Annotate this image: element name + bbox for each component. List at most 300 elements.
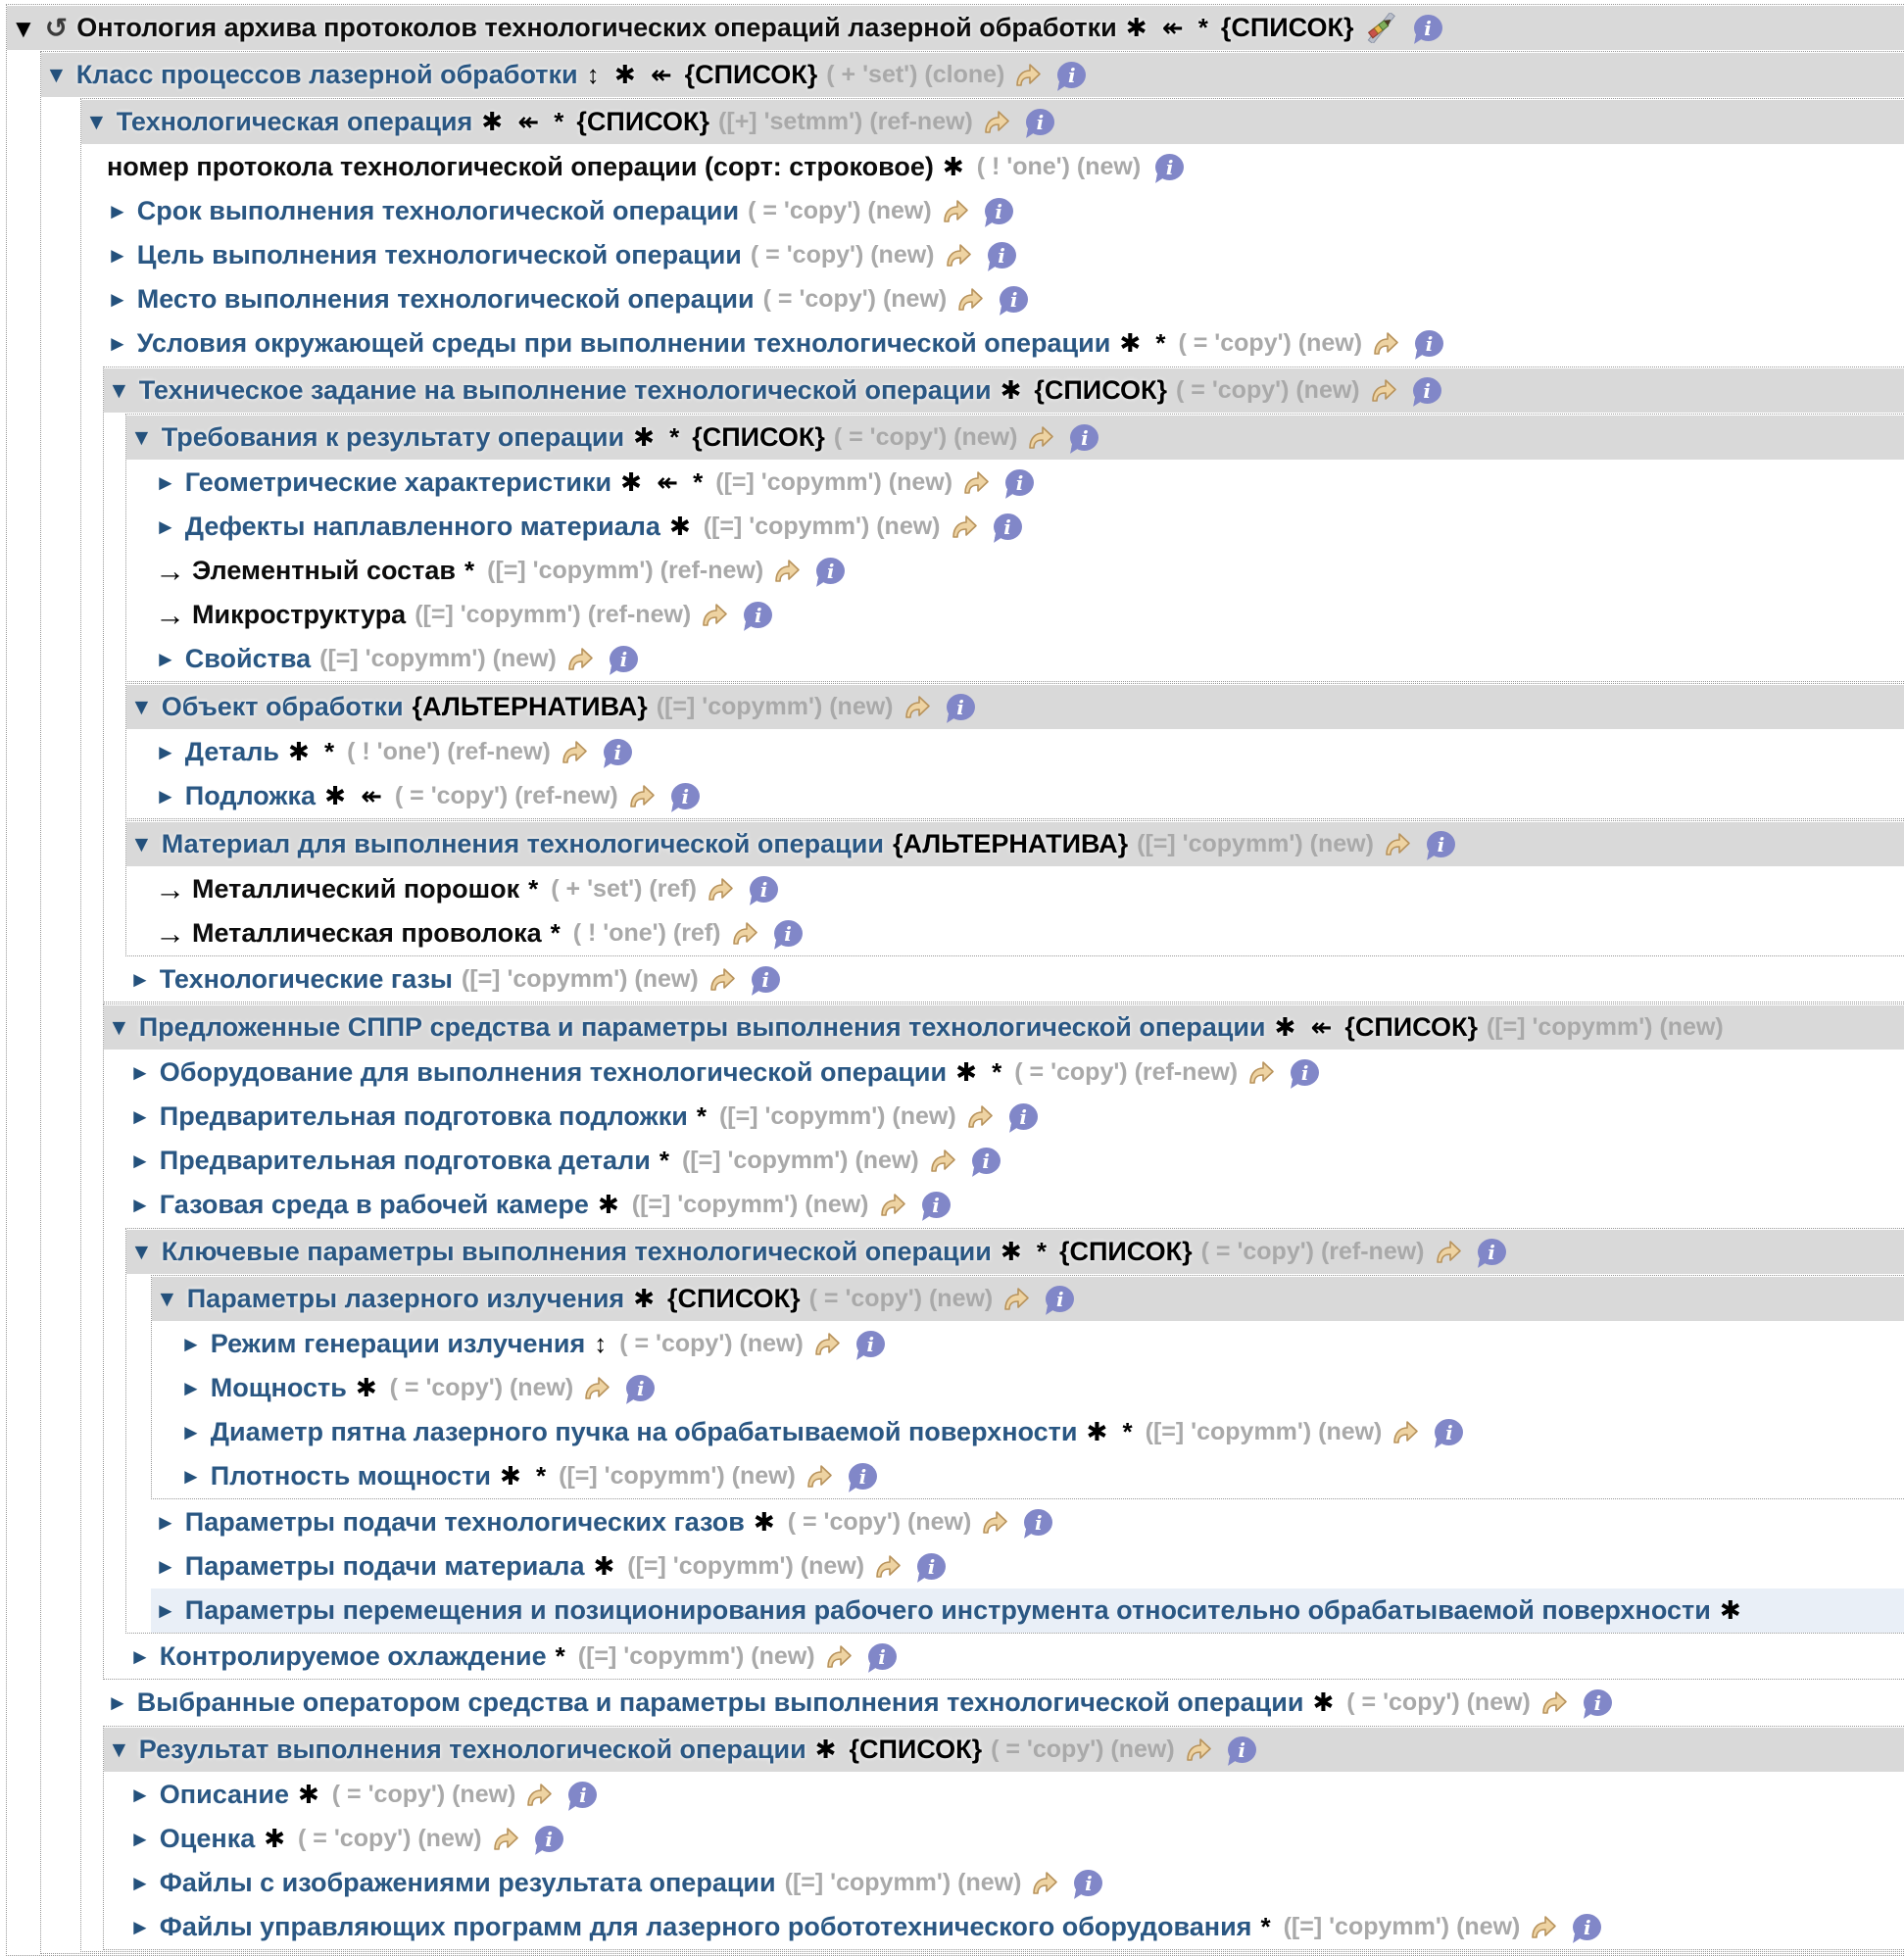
cardinality-symbols: ✱ * [288, 737, 339, 766]
cardinality-symbols: ✱ ↞ * [1125, 13, 1212, 42]
node-label[interactable]: Мощность [210, 1373, 347, 1402]
node-label[interactable]: Требования к результату операции [161, 422, 625, 452]
expand-triangle-icon[interactable]: ► [180, 1375, 202, 1400]
info-bubble-icon[interactable]: i [917, 1553, 946, 1580]
reference-hand-icon[interactable] [928, 1148, 957, 1174]
relation-annotation: ( = 'copy') (new) [298, 1825, 482, 1852]
tree-row [126, 1230, 1904, 1274]
cardinality-symbols: * [555, 1641, 569, 1671]
reference-hand-icon[interactable] [1391, 1419, 1420, 1445]
node-label[interactable]: Ключевые параметры выполнения технологической операции [161, 1237, 992, 1266]
tree-row [41, 53, 1904, 97]
node-label[interactable]: Предварительная подготовка подложки [159, 1101, 688, 1131]
cardinality-symbols: ✱ ↞ * [620, 467, 708, 497]
node-label[interactable]: Оборудование для выполнения технологической операции [159, 1057, 948, 1087]
tree-children [7, 51, 1904, 1954]
reference-hand-icon[interactable] [961, 469, 991, 496]
info-bubble-icon[interactable]: i [868, 1643, 897, 1670]
info-bubble-icon[interactable]: i [604, 739, 632, 765]
cardinality-symbols: ✱ [297, 1780, 323, 1809]
expand-triangle-icon[interactable]: ► [129, 1059, 151, 1085]
node-label[interactable]: номер протокола технологической операции (сорт: строковое) [107, 152, 934, 181]
node-label[interactable]: Газовая среда в рабочей камере [159, 1190, 589, 1219]
relation-annotation: ([=] 'copymm') (new) [718, 1102, 956, 1130]
tree-children [81, 145, 1904, 1950]
cardinality-symbols: ✱ [1312, 1687, 1339, 1717]
info-bubble-icon[interactable]: i [856, 1331, 885, 1357]
structure-tag: {СПИСОК} [1344, 1012, 1478, 1042]
collapse-triangle-icon[interactable]: ▼ [130, 1239, 153, 1264]
tree-row [176, 1366, 1904, 1410]
expand-triangle-icon[interactable]: ► [155, 1597, 176, 1623]
node-label[interactable]: Онтология архива протоколов технологических операций лазерной обработки [76, 13, 1117, 42]
tree-node [6, 4, 1904, 1956]
reference-hand-icon[interactable] [812, 1331, 842, 1357]
tree-row [103, 277, 1904, 321]
structure-tag: {СПИСОК} [667, 1284, 801, 1313]
tree-row [7, 6, 1904, 50]
reference-hand-icon[interactable] [982, 109, 1011, 135]
reference-hand-icon[interactable] [560, 739, 589, 765]
reference-hand-icon[interactable] [491, 1826, 520, 1852]
structure-tag: {СПИСОК} [849, 1735, 983, 1764]
expand-triangle-icon[interactable]: ► [129, 1914, 151, 1939]
relation-annotation: ([=] 'copymm') (ref-new) [415, 601, 692, 628]
tree-row [126, 822, 1904, 866]
node-label[interactable]: Параметры перемещения и позиционирования рабочего инструмента относительно обрабатываемой поверхности [184, 1595, 1711, 1625]
reference-hand-icon[interactable] [1434, 1239, 1463, 1265]
tree-row [104, 1005, 1904, 1050]
structure-tag: {СПИСОК} [1034, 375, 1168, 405]
relation-annotation: ([=] 'copymm') (new) [1486, 1013, 1724, 1041]
reference-hand-icon[interactable] [730, 920, 759, 947]
info-bubble-icon[interactable]: i [610, 646, 638, 672]
node-label[interactable]: Технологическая операция [116, 107, 473, 136]
info-bubble-icon[interactable]: i [985, 198, 1013, 224]
tree-children [104, 1773, 1904, 1949]
info-bubble-icon[interactable]: i [922, 1192, 951, 1218]
node-label[interactable]: Металлическая проволока [192, 918, 542, 948]
reference-hand-icon[interactable] [805, 1463, 834, 1490]
node-label[interactable]: Класс процессов лазерной обработки [75, 60, 578, 89]
cardinality-symbols: ✱ * [1086, 1417, 1137, 1446]
tree-row [151, 774, 1904, 818]
expand-triangle-icon[interactable]: ► [107, 198, 128, 223]
relation-annotation: ([=] 'copymm') (new) [1145, 1418, 1383, 1445]
tree-row [151, 461, 1904, 505]
info-bubble-icon[interactable]: i [1415, 330, 1443, 357]
node-label[interactable]: Предварительная подготовка детали [159, 1146, 651, 1175]
node-label[interactable]: Объект обработки [161, 692, 404, 721]
relation-annotation: ( ! 'one') (new) [976, 153, 1142, 180]
info-bubble-icon[interactable]: i [752, 966, 780, 993]
expand-triangle-icon[interactable]: ► [155, 646, 176, 671]
cardinality-symbols: * [659, 1146, 673, 1175]
node-label[interactable]: Файлы с изображениями результата операции [159, 1868, 776, 1897]
relation-annotation: ([=] 'copymm') (new) [703, 513, 941, 540]
node-label[interactable]: Материал для выполнения технологической операции [161, 829, 884, 858]
expand-triangle-icon[interactable]: ► [129, 1192, 151, 1217]
cardinality-symbols: ✱ [942, 152, 968, 181]
expand-triangle-icon[interactable]: ► [180, 1331, 202, 1356]
tree-row [151, 1544, 1904, 1589]
collapse-triangle-icon[interactable]: ▼ [85, 109, 108, 134]
tree-row [104, 1728, 1904, 1772]
tree-row [125, 1183, 1904, 1227]
relation-annotation: ( + 'set') (ref) [551, 875, 697, 903]
node-label[interactable]: Цель выполнения технологической операции [136, 240, 742, 269]
reference-hand-icon[interactable] [627, 783, 657, 809]
node-label[interactable]: Параметры подачи технологических газов [184, 1507, 745, 1537]
info-bubble-icon[interactable]: i [1005, 469, 1034, 496]
node-label[interactable]: Параметры лазерного излучения [186, 1284, 625, 1313]
tree-row [81, 100, 1904, 144]
tree-row [125, 1051, 1904, 1095]
info-bubble-icon[interactable]: i [1024, 1509, 1052, 1536]
node-label[interactable]: Условия окружающей среды при выполнении технологической операции [136, 328, 1111, 358]
cardinality-symbols: ✱ [593, 1551, 619, 1581]
cardinality-symbols: ✱ ↞ * [481, 107, 568, 136]
cardinality-symbols: ✱ * [633, 422, 684, 452]
info-bubble-icon[interactable]: i [1074, 1870, 1102, 1896]
tree-row [103, 321, 1904, 366]
relation-annotation: ( = 'copy') (new) [787, 1508, 972, 1536]
reference-hand-icon[interactable] [582, 1375, 611, 1401]
relation-annotation: ( = 'copy') (new) [750, 241, 935, 269]
reference-arrow-icon: → [155, 598, 185, 632]
expand-triangle-icon[interactable]: ► [155, 1509, 176, 1535]
info-bubble-icon[interactable]: i [1155, 154, 1184, 180]
tree-row [125, 1773, 1904, 1817]
expand-triangle-icon[interactable]: ► [129, 1782, 151, 1807]
node-label[interactable]: Дефекты наплавленного материала [184, 512, 660, 541]
tree-row [104, 368, 1904, 413]
cardinality-symbols: ✱ [355, 1373, 381, 1402]
info-bubble-icon[interactable]: i [535, 1826, 563, 1852]
reference-hand-icon[interactable] [950, 513, 979, 540]
expand-triangle-icon[interactable]: ► [155, 513, 176, 539]
tree-row [103, 145, 1904, 189]
relation-annotation: ([=] 'copymm') (new) [656, 693, 894, 720]
relation-annotation: ([=] 'copymm') (new) [559, 1462, 796, 1490]
reference-hand-icon[interactable] [1184, 1736, 1213, 1763]
relation-annotation: ( = 'copy') (new) [748, 197, 932, 224]
node-label[interactable]: Оценка [159, 1824, 256, 1853]
info-bubble-icon[interactable]: i [1573, 1914, 1601, 1940]
node-label[interactable]: Выбранные оператором средства и параметры выполнения технологической операции [136, 1687, 1304, 1717]
tree-node [125, 414, 1904, 682]
info-bubble-icon[interactable]: i [750, 876, 778, 903]
node-label[interactable]: Результат выполнения технологической операции [138, 1735, 806, 1764]
tree-row [103, 1681, 1904, 1725]
reference-hand-icon[interactable] [878, 1192, 907, 1218]
info-bubble-icon[interactable]: i [972, 1148, 1001, 1174]
cardinality-symbols: ✱ * [1000, 1237, 1050, 1266]
expand-triangle-icon[interactable]: ► [129, 1826, 151, 1851]
cardinality-symbols: ✱ ↞ [1274, 1012, 1337, 1042]
reload-icon[interactable]: ↺ [44, 12, 69, 43]
info-bubble-icon[interactable]: i [774, 920, 803, 947]
collapse-triangle-icon[interactable]: ▼ [130, 694, 153, 719]
tree-node [103, 367, 1904, 1002]
tree-children [126, 867, 1904, 955]
reference-hand-icon[interactable] [941, 198, 970, 224]
relation-annotation: ( = 'copy') (new) [991, 1736, 1175, 1763]
relation-annotation: ([=] 'copymm') (new) [1283, 1913, 1521, 1940]
relation-annotation: ( = 'copy') (ref-new) [1200, 1238, 1425, 1265]
reference-hand-icon[interactable] [1246, 1059, 1276, 1086]
relation-annotation: ( = 'copy') (new) [331, 1781, 516, 1808]
info-bubble-icon[interactable]: i [849, 1463, 877, 1490]
tree-children [126, 1275, 1904, 1633]
node-label[interactable]: Срок выполнения технологической операции [136, 196, 740, 225]
node-label[interactable]: Контролируемое охлаждение [159, 1641, 547, 1671]
info-bubble-icon[interactable]: i [1000, 286, 1028, 313]
reference-hand-icon[interactable] [1383, 831, 1412, 857]
tree-row [176, 1454, 1904, 1498]
collapse-triangle-icon[interactable]: ▼ [45, 62, 68, 87]
expand-triangle-icon[interactable]: ► [129, 1643, 151, 1669]
tree-row [125, 1095, 1904, 1139]
expand-triangle-icon[interactable]: ► [107, 1689, 128, 1715]
node-label[interactable]: Плотность мощности [210, 1461, 491, 1491]
info-bubble-icon[interactable]: i [1291, 1059, 1319, 1086]
info-bubble-icon[interactable]: i [1414, 15, 1442, 41]
tree-children [104, 414, 1904, 1002]
tree-row [151, 730, 1904, 774]
node-label[interactable]: Микроструктура [192, 600, 407, 629]
relation-annotation: ([=] 'copymm') (new) [319, 645, 557, 672]
expand-triangle-icon[interactable]: ► [129, 1870, 151, 1895]
tree-node [103, 1726, 1904, 1950]
node-label[interactable]: Металлический порошок [192, 874, 520, 904]
tree-row [151, 593, 1904, 637]
info-bubble-icon[interactable]: i [988, 242, 1016, 269]
reference-hand-icon[interactable] [706, 876, 735, 903]
relation-annotation: ( = 'copy') (ref-new) [394, 782, 618, 809]
reference-hand-icon[interactable] [903, 694, 932, 720]
tree-row [151, 637, 1904, 681]
tree-children [41, 98, 1904, 1952]
collapse-triangle-icon[interactable]: ▼ [156, 1286, 178, 1311]
collapse-triangle-icon[interactable]: ▼ [130, 831, 153, 856]
info-bubble-icon[interactable]: i [1435, 1419, 1463, 1445]
info-bubble-icon[interactable]: i [1009, 1103, 1038, 1130]
relation-annotation: ( = 'copy') (new) [762, 285, 948, 313]
tree-row [125, 1139, 1904, 1183]
tree-children [104, 1051, 1904, 1679]
node-label[interactable]: Технологические газы [159, 964, 453, 994]
relation-annotation: ([=] 'copymm') (new) [577, 1642, 815, 1670]
reference-arrow-icon: → [155, 872, 185, 906]
reference-hand-icon[interactable] [965, 1103, 995, 1130]
cardinality-symbols: ✱ [1719, 1595, 1745, 1625]
reference-hand-icon[interactable] [980, 1509, 1009, 1536]
structure-tag: {СПИСОК} [684, 60, 818, 89]
expand-triangle-icon[interactable]: ► [180, 1419, 202, 1444]
collapse-triangle-icon[interactable]: ▼ [108, 1736, 130, 1762]
reference-hand-icon[interactable] [524, 1782, 554, 1808]
tree-row [151, 1500, 1904, 1544]
node-label[interactable]: Режим генерации излучения [210, 1329, 586, 1358]
tree-children [126, 461, 1904, 681]
expand-triangle-icon[interactable]: ► [107, 286, 128, 312]
expand-triangle-icon[interactable]: ► [155, 783, 176, 808]
info-bubble-icon[interactable]: i [947, 694, 975, 720]
relation-annotation: ( = 'copy') (new) [833, 423, 1018, 451]
relation-annotation: ( = 'copy') (new) [1346, 1688, 1531, 1716]
expand-triangle-icon[interactable]: ► [155, 1553, 176, 1579]
cardinality-symbols: ✱ [264, 1824, 290, 1853]
node-label[interactable]: Деталь [184, 737, 279, 766]
tree-node [125, 1228, 1904, 1634]
relation-annotation: ( = 'copy') (new) [619, 1330, 804, 1357]
tree-row [125, 1905, 1904, 1949]
tree-row [125, 1635, 1904, 1679]
expand-triangle-icon[interactable]: ► [180, 1463, 202, 1489]
tree-row [152, 1277, 1904, 1321]
reference-hand-icon[interactable] [1026, 424, 1055, 451]
structure-tag: {СПИСОК} [576, 107, 710, 136]
info-bubble-icon[interactable]: i [1584, 1689, 1612, 1716]
tree-row [125, 957, 1904, 1002]
relation-annotation: ( + 'set') (clone) [826, 61, 1005, 88]
info-bubble-icon[interactable]: i [1413, 377, 1441, 404]
expand-triangle-icon[interactable]: ► [107, 242, 128, 268]
tree-row [151, 867, 1904, 911]
tree-children [152, 1322, 1904, 1498]
node-label[interactable]: Предложенные СППР средства и параметры выполнения технологической операции [138, 1012, 1266, 1042]
node-label[interactable]: Файлы управляющих программ для лазерного робототехнического оборудования [159, 1912, 1252, 1941]
info-bubble-icon[interactable]: i [1427, 831, 1455, 857]
reference-hand-icon[interactable] [1001, 1286, 1031, 1312]
structure-tag: {СПИСОК} [1058, 1237, 1193, 1266]
info-bubble-icon[interactable]: i [1026, 109, 1054, 135]
expand-triangle-icon[interactable]: ► [129, 966, 151, 992]
node-label[interactable]: Параметры подачи материала [184, 1551, 585, 1581]
reference-hand-icon[interactable] [1013, 62, 1043, 88]
relation-annotation: ([+] 'setmm') (ref-new) [718, 108, 973, 135]
cardinality-symbols: ✱ * [955, 1057, 1006, 1087]
reference-hand-icon[interactable] [772, 558, 802, 584]
cardinality-symbols: ↕ [594, 1329, 611, 1358]
tree-row [151, 505, 1904, 549]
cardinality-symbols: * [528, 874, 543, 904]
cardinality-symbols: ✱ [597, 1190, 623, 1219]
reference-hand-icon[interactable] [565, 646, 595, 672]
reference-arrow-icon: → [155, 554, 185, 588]
cardinality-symbols: ✱ [753, 1507, 779, 1537]
reference-hand-icon[interactable] [955, 286, 985, 313]
expand-triangle-icon[interactable]: ► [129, 1103, 151, 1129]
structure-tag: {СПИСОК} [692, 422, 825, 452]
info-bubble-icon[interactable]: i [994, 513, 1022, 540]
info-bubble-icon[interactable]: i [744, 602, 772, 628]
cardinality-symbols: ✱ [814, 1735, 841, 1764]
node-label[interactable]: Элементный состав [192, 556, 456, 585]
info-bubble-icon[interactable]: i [1228, 1736, 1256, 1763]
info-bubble-icon[interactable]: i [1070, 424, 1098, 451]
relation-annotation: ( = 'copy') (new) [389, 1374, 574, 1401]
reference-hand-icon[interactable] [873, 1553, 903, 1580]
info-bubble-icon[interactable]: i [626, 1375, 655, 1401]
info-bubble-icon[interactable]: i [1046, 1286, 1074, 1312]
tree-row [126, 685, 1904, 729]
tree-node [125, 820, 1904, 956]
structure-tag: {АЛЬТЕРНАТИВА} [892, 829, 1129, 858]
relation-annotation: ([=] 'copymm') (new) [784, 1869, 1022, 1896]
relation-annotation: ( = 'copy') (new) [1176, 376, 1360, 404]
node-label[interactable]: Геометрические характеристики [184, 467, 612, 497]
cardinality-symbols: ✱ ↞ [324, 781, 386, 810]
tree-row [125, 1817, 1904, 1861]
node-label[interactable]: Свойства [184, 644, 312, 673]
tree-node [125, 683, 1904, 819]
relation-annotation: ([=] 'copymm') (new) [631, 1191, 869, 1218]
tree-node [103, 1003, 1904, 1680]
info-bubble-icon[interactable]: i [671, 783, 700, 809]
node-label[interactable]: Описание [159, 1780, 289, 1809]
reference-hand-icon[interactable] [1529, 1914, 1558, 1940]
cardinality-symbols: * [550, 918, 564, 948]
node-label[interactable]: Диаметр пятна лазерного пучка на обрабатываемой поверхности [210, 1417, 1078, 1446]
cardinality-symbols: * [1260, 1912, 1275, 1941]
tree-row [103, 233, 1904, 277]
tree-node [80, 98, 1904, 1952]
tree-row [151, 549, 1904, 593]
reference-hand-icon[interactable] [1030, 1870, 1059, 1896]
relation-annotation: ([=] 'copymm') (new) [1137, 830, 1374, 857]
reference-hand-icon[interactable] [700, 602, 729, 628]
info-bubble-icon[interactable]: i [568, 1782, 597, 1808]
cardinality-symbols: ✱ [668, 512, 695, 541]
reference-hand-icon[interactable] [824, 1643, 854, 1670]
tree-row [151, 1589, 1904, 1633]
info-bubble-icon[interactable]: i [1478, 1239, 1506, 1265]
reference-hand-icon[interactable] [1371, 330, 1400, 357]
tree-row [126, 416, 1904, 460]
expand-triangle-icon[interactable]: ► [155, 469, 176, 495]
reference-hand-icon[interactable] [1539, 1689, 1569, 1716]
tree-node [151, 1275, 1904, 1499]
node-label[interactable]: Техническое задание на выполнение технологической операции [138, 375, 992, 405]
collapse-triangle-icon[interactable]: ▼ [130, 424, 153, 450]
expand-triangle-icon[interactable]: ► [129, 1148, 151, 1173]
collapse-triangle-icon[interactable]: ▼ [108, 377, 130, 403]
collapse-triangle-icon[interactable]: ▼ [11, 13, 36, 43]
expand-triangle-icon[interactable]: ► [155, 739, 176, 764]
relation-annotation: ([=] 'copymm') (new) [681, 1147, 919, 1174]
node-label[interactable]: Подложка [184, 781, 317, 810]
cardinality-symbols: ✱ [1000, 375, 1026, 405]
reference-hand-icon[interactable] [708, 966, 737, 993]
relation-annotation: ( ! 'one') (ref-new) [347, 738, 551, 765]
reference-hand-icon[interactable] [944, 242, 973, 269]
structure-tag: {АЛЬТЕРНАТИВА} [412, 692, 648, 721]
edit-pencil-icon[interactable] [1363, 13, 1399, 43]
reference-hand-icon[interactable] [1369, 377, 1398, 404]
relation-annotation: ( ! 'one') (ref) [572, 919, 721, 947]
node-label[interactable]: Место выполнения технологической операции [136, 284, 755, 314]
info-bubble-icon[interactable]: i [1057, 62, 1086, 88]
cardinality-symbols: ✱ [633, 1284, 659, 1313]
collapse-triangle-icon[interactable]: ▼ [108, 1014, 130, 1040]
expand-triangle-icon[interactable]: ► [107, 330, 128, 356]
tree-children [126, 730, 1904, 818]
structure-tag: {СПИСОК} [1220, 13, 1354, 42]
info-bubble-icon[interactable]: i [816, 558, 845, 584]
relation-annotation: ( = 'copy') (ref-new) [1014, 1058, 1239, 1086]
